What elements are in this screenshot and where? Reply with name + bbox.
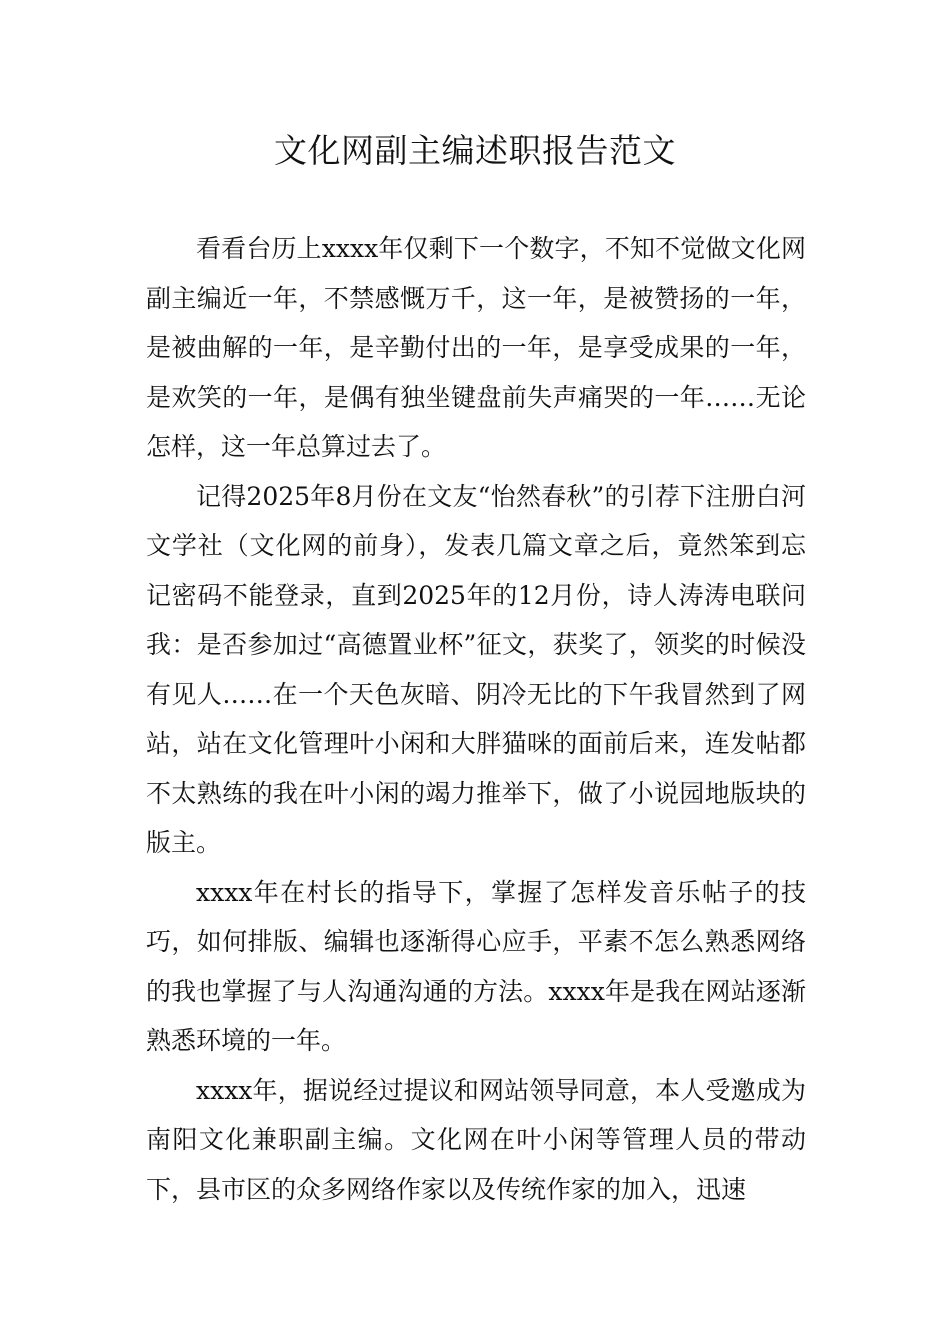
paragraph-4: xxxx年，据说经过提议和网站领导同意，本人受邀成为南阳文化兼职副主编。文化网在叶小闲等管理人员的带动下，县市区的众多网络作家以及传统作家的加入，迅速 bbox=[146, 1075, 806, 1204]
paragraph-3: xxxx年在村长的指导下，掌握了怎样发音乐帖子的技巧，如何排版、编辑也逐渐得心应手，平素不怎么熟悉网络的我也掌握了与人沟通沟通的方法。xxxx年是我在网站逐渐熟悉环境的一年。 bbox=[146, 877, 806, 1055]
document-body bbox=[146, 224, 806, 1214]
paragraph-2: 记得2025年8月份在文友“怡然春秋”的引荐下注册白河文学社（文化网的前身），发表几篇文章之后，竟然笨到忘记密码不能登录，直到2025年的12月份，诗人涛涛电联问我：是否参加过“高德置业杯”征文，获奖了，领奖的时候没有见人……在一个天色灰暗、阴冷无比的下午我冒然到了网站，站在文化管理叶小闲和大胖猫咪的面前后来，连发帖都不太熟练的我在叶小闲的竭力推举下，做了小说园地版块的版主。 bbox=[146, 481, 806, 857]
document-title: 文化网副主编述职报告范文 bbox=[274, 131, 676, 170]
paragraph-1: 看看台历上xxxx年仅剩下一个数字，不知不觉做文化网副主编近一年，不禁感慨万千，这一年，是被赞扬的一年，是被曲解的一年，是辛勤付出的一年，是享受成果的一年，是欢笑的一年，是偶有独坐键盘前失声痛哭的一年……无论怎样，这一年总算过去了。 bbox=[146, 234, 806, 461]
